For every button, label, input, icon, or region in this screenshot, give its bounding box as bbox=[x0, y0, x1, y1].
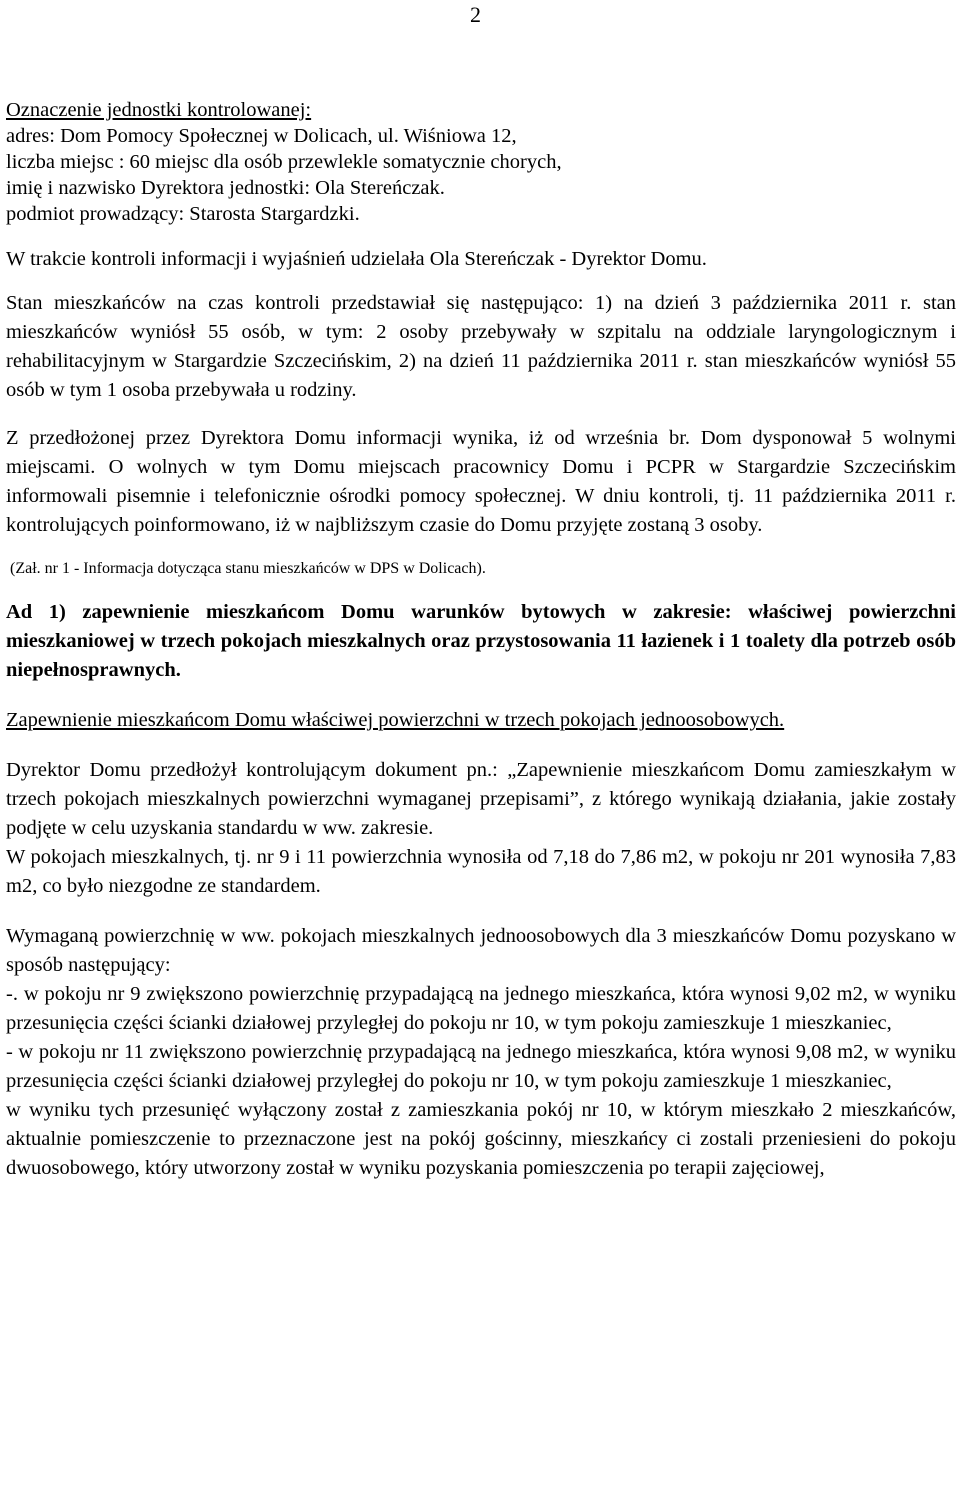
document-body bbox=[6, 97, 956, 1183]
room9-paragraph: -. w pokoju nr 9 zwiększono powierzchnię przypadającą na jednego mieszkańca, która wynosi 9,02 m2, w wyniku przesunięcia części ścianki działowej przyległej do pokoju nr 10, w tym pokoju zamieszkuje 1 mieszkaniec, bbox=[6, 983, 956, 1034]
unit-operator: podmiot prowadzący: Starosta Stargardzki. bbox=[6, 203, 360, 225]
residents-paragraph: Stan mieszkańców na czas kontroli przedstawiał się następująco: 1) na dzień 3 października 2011 r. stan mieszkańców wyniósł 55 osób, w tym: 2 osoby przebywały w szpitalu na oddziale laryngologicznym i rehabilitacyjnym w Stargardzie Szczecińskim, 2) na dzień 11 października 2011 r. stan mieszkańców wyniósł 55 osób w tym 1 osoba przebywała u rodziny. bbox=[6, 292, 956, 401]
unit-director: imię i nazwisko Dyrektora jednostki: Ola Stereńczak. bbox=[6, 177, 445, 199]
attachment-note: (Zał. nr 1 - Informacja dotycząca stanu mieszkańców w DPS w Dolicach). bbox=[10, 560, 486, 577]
info-paragraph: W trakcie kontroli informacji i wyjaśnień udzielała Ola Stereńczak - Dyrektor Domu. bbox=[6, 248, 707, 270]
rooms-paragraph: W pokojach mieszkalnych, tj. nr 9 i 11 powierzchnia wynosiła od 7,18 do 7,86 m2, w pokoju nr 201 wynosiła 7,83 m2, co było niezgodne ze standardem. bbox=[6, 846, 956, 897]
subheading: Zapewnienie mieszkańcom Domu właściwej powierzchni w trzech pokojach jednoosobowych. bbox=[6, 709, 785, 731]
room11-paragraph: - w pokoju nr 11 zwiększono powierzchnię przypadającą na jednego mieszkańca, która wynosi 9,08 m2, w wyniku przesunięcia części ścianki działowej przyległej do pokoju nr 10, w tym pokoju zamieszkuje 1 mieszkaniec, bbox=[6, 1041, 956, 1092]
obtained-paragraph: Wymaganą powierzchnię w ww. pokojach mieszkalnych jednoosobowych dla 3 mieszkańców Domu pozyskano w sposób następujący: bbox=[6, 925, 956, 976]
unit-address: adres: Dom Pomocy Społecznej w Dolicach, ul. Wiśniowa 12, bbox=[6, 125, 517, 147]
unit-heading: Oznaczenie jednostki kontrolowanej: bbox=[6, 99, 312, 121]
page-number: 2 bbox=[470, 2, 481, 27]
room10-paragraph: w wyniku tych przesunięć wyłączony został z zamieszkania pokój nr 10, w którym mieszkało 2 mieszkańców, aktualnie pomieszczenie to przeznaczone jest na pokój gościnny, mieszkańcy ci zostali przeniesieni do pokoju dwuosobowego, który utworzony został w wyniku pozyskania pomieszczenia po terapii zajęciowej, bbox=[6, 1099, 956, 1179]
unit-places: liczba miejsc : 60 miejsc dla osób przewlekle somatycznie chorych, bbox=[6, 151, 562, 173]
document-paragraph: Dyrektor Domu przedłożył kontrolującym dokument pn.: „Zapewnienie mieszkańcom Domu zamieszkałym w trzech pokojach mieszkalnych powierzchni wymaganej przepisami”, z którego wynikają działania, jakie zostały podjęte w celu uzyskania standardu w ww. zakresie. bbox=[6, 759, 956, 839]
unit-info-block bbox=[6, 97, 956, 227]
ad1-heading: Ad 1) zapewnienie mieszkańcom Domu warunków bytowych w zakresie: właściwej powierzchni mieszkaniowej w trzech pokojach mieszkalnych oraz przystosowania 11 łazienek i 1 toalety dla potrzeb osób niepełnosprawnych. bbox=[6, 601, 956, 681]
free-places-paragraph: Z przedłożonej przez Dyrektora Domu informacji wynika, iż od września br. Dom dysponował 5 wolnymi miejscami. O wolnych w tym Domu miejscach pracownicy Domu i PCPR w Stargardzie Szczecińskim informowali pisemnie i telefonicznie ośrodki pomocy społecznej. W dniu kontroli, tj. 11 października 2011 r. kontrolujących poinformowano, iż w najbliższym czasie do Domu przyjęte zostaną 3 osoby. bbox=[6, 427, 956, 536]
